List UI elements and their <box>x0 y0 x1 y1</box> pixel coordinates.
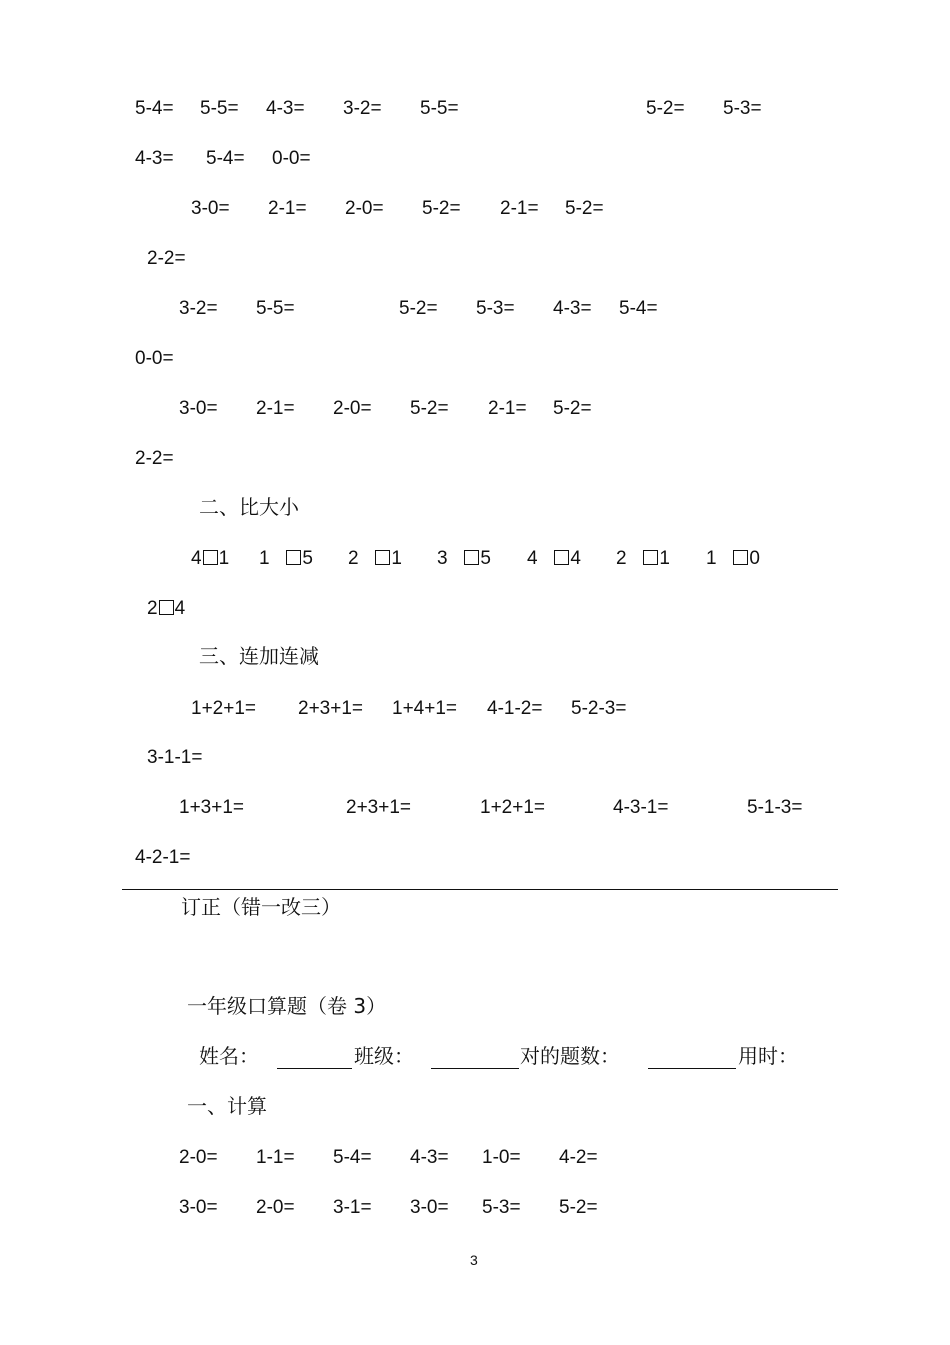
exercise: 1+3+1= <box>179 797 244 818</box>
compare-left: 3 <box>437 548 448 569</box>
compare-left: 1 <box>706 548 717 569</box>
exercise: 4-3= <box>410 1147 449 1168</box>
class-label: 班级： <box>354 1044 414 1068</box>
answer-box[interactable] <box>464 550 479 565</box>
exercise: 2-0= <box>345 198 384 219</box>
exercise: 1+2+1= <box>480 797 545 818</box>
compare-right: 1 <box>659 548 670 569</box>
exercise: 5-2= <box>646 98 685 119</box>
exercise: 5-4= <box>206 148 245 169</box>
exercise: 5-2= <box>422 198 461 219</box>
class-blank[interactable] <box>431 1068 519 1069</box>
compare-left: 4 <box>527 548 538 569</box>
exercise: 5-4= <box>333 1147 372 1168</box>
compare-left: 1 <box>259 548 270 569</box>
compare-right: 1 <box>218 548 230 569</box>
answer-box[interactable] <box>203 550 218 565</box>
exercise: 2-1= <box>268 198 307 219</box>
exercise: 3-0= <box>191 198 230 219</box>
exercise: 4-3= <box>553 298 592 319</box>
paper-title: 一年级口算题（卷 3） <box>187 994 387 1018</box>
exercise: 2+3+1= <box>346 797 411 818</box>
exercise: 4-3= <box>135 148 174 169</box>
compare-left: 2 <box>147 598 158 619</box>
compare-right: 0 <box>749 548 760 569</box>
answer-box[interactable] <box>286 550 301 565</box>
exercise: 2-1= <box>500 198 539 219</box>
exercise: 1+2+1= <box>191 698 256 719</box>
exercise: 4-3= <box>266 98 305 119</box>
compare-item <box>706 548 760 570</box>
compare-item <box>147 598 185 620</box>
compare-right: 5 <box>302 548 313 569</box>
exercise: 5-5= <box>256 298 295 319</box>
exercise: 0-0= <box>135 348 174 369</box>
exercise: 2-0= <box>179 1147 218 1168</box>
answer-box[interactable] <box>159 600 174 615</box>
compare-left: 4 <box>191 548 202 569</box>
exercise: 5-2= <box>559 1197 598 1218</box>
exercise: 3-1-1= <box>147 747 203 768</box>
compare-item <box>191 548 229 570</box>
answer-box[interactable] <box>643 550 658 565</box>
divider <box>122 889 838 890</box>
exercise: 4-2= <box>559 1147 598 1168</box>
exercise: 2-2= <box>147 248 186 269</box>
compare-item <box>348 548 402 570</box>
exercise: 3-0= <box>179 398 218 419</box>
compare-item <box>437 548 491 570</box>
compare-left: 2 <box>616 548 627 569</box>
exercise: 4-2-1= <box>135 847 191 868</box>
exercise: 5-2= <box>553 398 592 419</box>
exercise: 5-3= <box>476 298 515 319</box>
exercise: 5-5= <box>420 98 459 119</box>
exercise: 4-3-1= <box>613 797 669 818</box>
compare-right: 4 <box>570 548 581 569</box>
compare-item <box>616 548 670 570</box>
exercise: 5-2= <box>410 398 449 419</box>
exercise: 1-1= <box>256 1147 295 1168</box>
name-blank[interactable] <box>277 1068 352 1069</box>
compare-item <box>259 548 313 570</box>
time-label: 用时： <box>738 1044 798 1068</box>
compare-right: 5 <box>480 548 491 569</box>
name-label: 姓名： <box>199 1044 259 1068</box>
correct-count-label: 对的题数： <box>520 1044 620 1068</box>
exercise: 5-4= <box>619 298 658 319</box>
exercise: 1-0= <box>482 1147 521 1168</box>
exercise: 3-2= <box>179 298 218 319</box>
exercise: 2+3+1= <box>298 698 363 719</box>
section-title-compare: 二、比大小 <box>199 495 299 519</box>
exercise: 2-1= <box>256 398 295 419</box>
compare-right: 4 <box>174 598 186 619</box>
exercise: 0-0= <box>272 148 311 169</box>
exercise: 5-4= <box>135 98 174 119</box>
section-title-calc: 一、计算 <box>187 1094 267 1118</box>
answer-box[interactable] <box>733 550 748 565</box>
exercise: 5-3= <box>723 98 762 119</box>
correction-label: 订正（错一改三） <box>181 895 341 919</box>
exercise: 5-2= <box>399 298 438 319</box>
correct-count-blank[interactable] <box>648 1068 736 1069</box>
exercise: 3-0= <box>410 1197 449 1218</box>
exercise: 3-2= <box>343 98 382 119</box>
exercise: 3-1= <box>333 1197 372 1218</box>
exercise: 2-1= <box>488 398 527 419</box>
compare-right: 1 <box>391 548 402 569</box>
exercise: 2-2= <box>135 448 174 469</box>
compare-left: 2 <box>348 548 359 569</box>
answer-box[interactable] <box>554 550 569 565</box>
exercise: 5-2-3= <box>571 698 627 719</box>
exercise: 2-0= <box>333 398 372 419</box>
exercise: 5-3= <box>482 1197 521 1218</box>
answer-box[interactable] <box>375 550 390 565</box>
exercise: 1+4+1= <box>392 698 457 719</box>
exercise: 3-0= <box>179 1197 218 1218</box>
exercise: 4-1-2= <box>487 698 543 719</box>
compare-item <box>527 548 581 570</box>
exercise: 5-1-3= <box>747 797 803 818</box>
section-title-chain: 三、连加连减 <box>199 644 319 668</box>
exercise: 2-0= <box>256 1197 295 1218</box>
exercise: 5-2= <box>565 198 604 219</box>
page-number: 3 <box>470 1252 478 1268</box>
exercise: 5-5= <box>200 98 239 119</box>
